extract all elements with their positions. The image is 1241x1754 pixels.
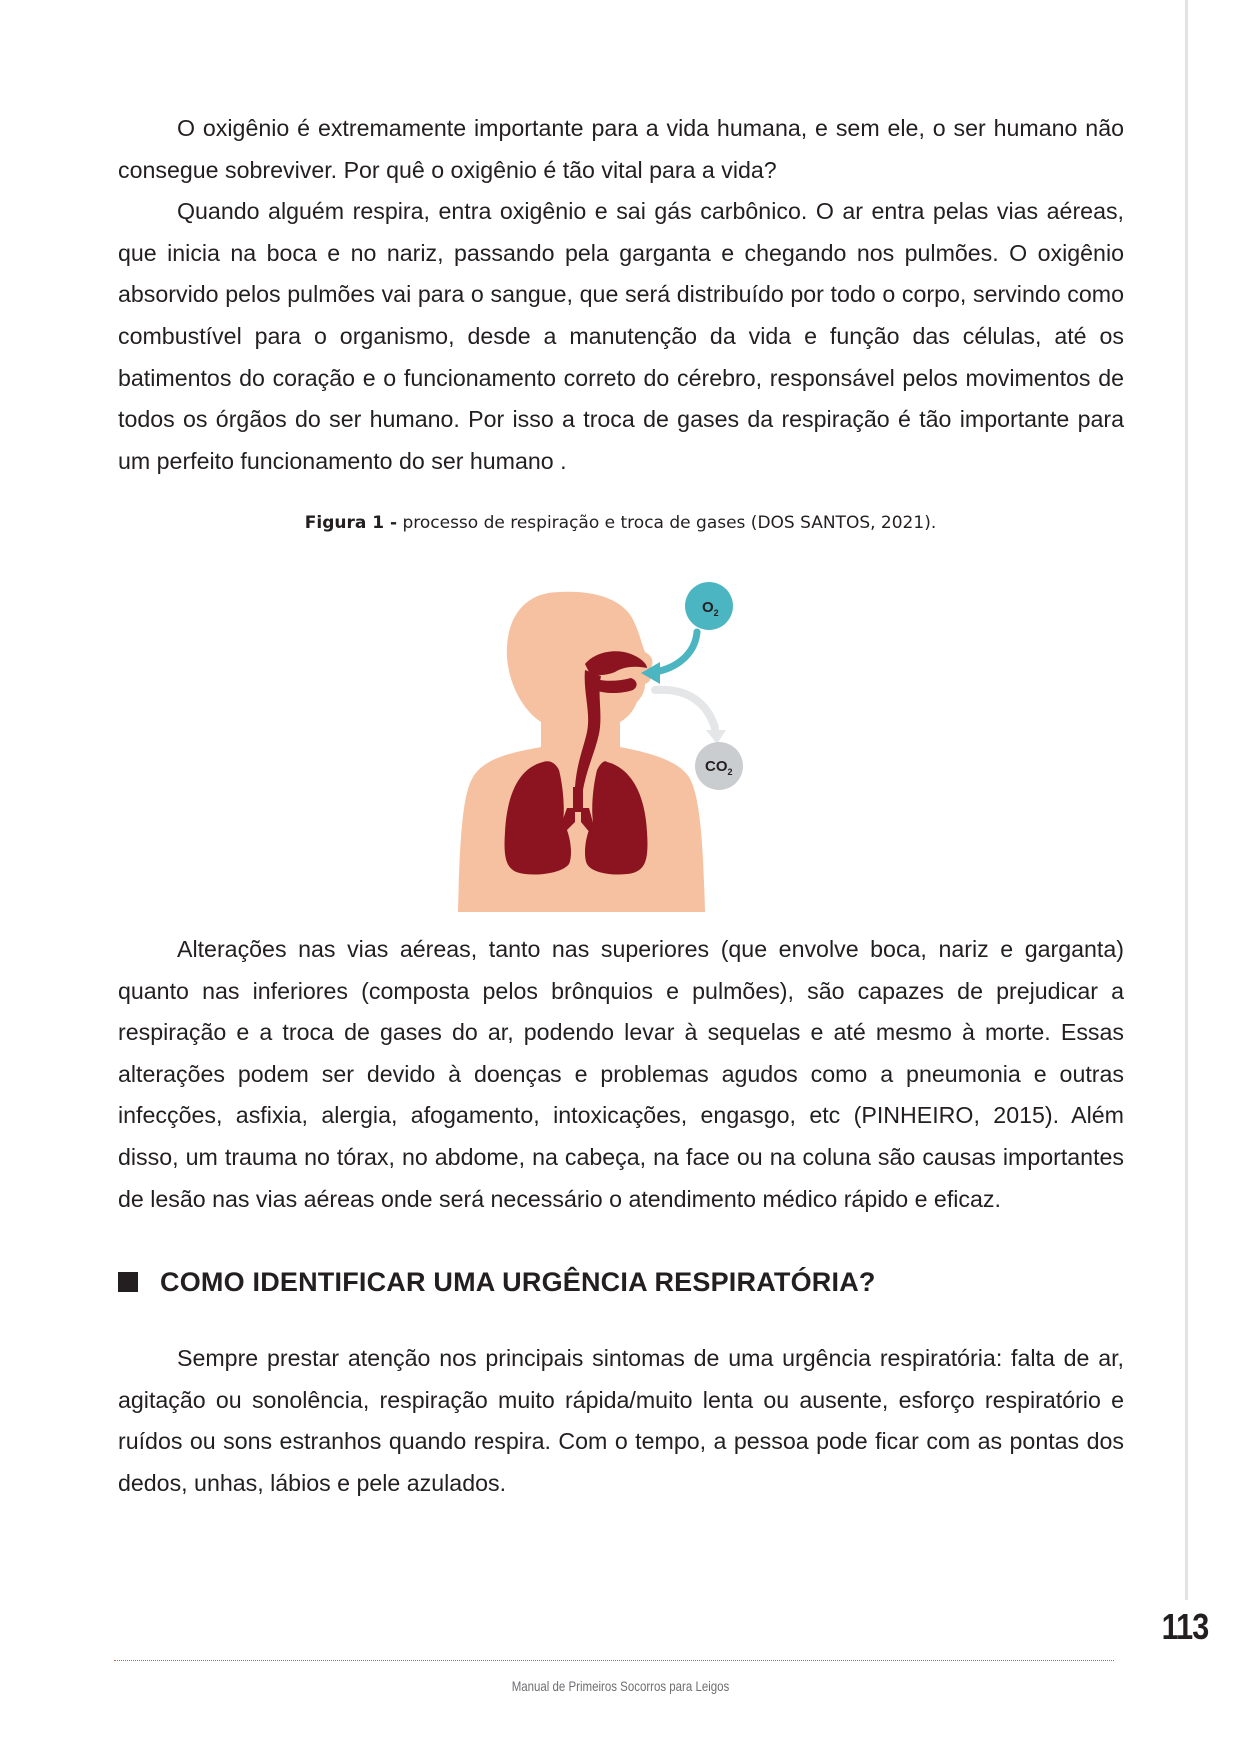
respiration-illustration bbox=[455, 572, 785, 912]
o2-arrow bbox=[655, 632, 697, 672]
paragraph-oxygen-importance: O oxigênio é extremamente importante para a vida humana, e sem ele, o ser humano não consegue sobreviver. Por quê o oxigênio é tão vital para a vida? bbox=[118, 115, 1124, 183]
footer-title: Manual de Primeiros Socorros para Leigos bbox=[511, 1678, 730, 1694]
heading-square-icon bbox=[118, 1272, 138, 1292]
body-silhouette bbox=[458, 592, 705, 912]
section-title: COMO IDENTIFICAR UMA URGÊNCIA RESPIRATÓRIA? bbox=[160, 1266, 876, 1297]
footer-divider bbox=[114, 1660, 1114, 1661]
intro-text bbox=[118, 108, 1124, 482]
section-heading bbox=[118, 1262, 1124, 1302]
o2-label: $O_2$ bbox=[702, 599, 719, 618]
page-number: 113 bbox=[1161, 1606, 1209, 1647]
figure-caption-label: Figura 1 - bbox=[304, 513, 398, 533]
co2-arrowhead bbox=[706, 730, 726, 744]
figure-caption-text: processo de respiração e troca de gases (DOS SANTOS, 2021). bbox=[397, 513, 937, 533]
co2-arrow bbox=[655, 690, 715, 728]
paragraph-symptoms: Sempre prestar atenção nos principais sintomas de uma urgência respiratória: falta de ar, agitação ou sonolência, respiração muito rápida/muito lenta ou ausente, esforço respiratório e ruídos ou sons estranhos quando respira. Com o tempo, a pessoa pode ficar com as pontas dos dedos, unhas, lábios e pele azulados. bbox=[118, 1345, 1124, 1496]
paragraph-breathing-process: Quando alguém respira, entra oxigênio e sai gás carbônico. O ar entra pelas vias aéreas, que inicia na boca e no nariz, passando pela garganta e chegando nos pulmões. O oxigênio absorvido pelos pulmões vai para o sangue, que será distribuído por todo o corpo, servindo como combustível para o organismo, desde a manutenção da vida e função das células, até os batimentos do coração e o funcionamento correto do cérebro, responsável pelos movimentos de todos os órgãos do ser humano. Por isso a troca de gases da respiração é tão importante para um perfeito funcionamento do ser humano . bbox=[118, 198, 1124, 474]
section-body bbox=[118, 1338, 1124, 1504]
airway-alterations-text bbox=[118, 929, 1124, 1220]
co2-label: $CO_2$ bbox=[705, 758, 733, 777]
margin-line bbox=[1185, 0, 1188, 1600]
figure-caption bbox=[0, 511, 1241, 535]
paragraph-airway-alterations: Alterações nas vias aéreas, tanto nas superiores (que envolve boca, nariz e garganta) quanto nas inferiores (composta pelos brônquios e pulmões), são capazes de prejudicar a respiração e a troca de gases do ar, podendo levar à sequelas e até mesmo à morte. Essas alterações podem ser devido à doenças e problemas agudos como a pneumonia e outras infecções, asfixia, alergia, afogamento, intoxicações, engasgo, etc (PINHEIRO, 2015). Além disso, um trauma no tórax, no abdome, na cabeça, na face ou na coluna são causas importantes de lesão nas vias aéreas onde será necessário o atendimento médico rápido e eficaz. bbox=[118, 936, 1124, 1212]
